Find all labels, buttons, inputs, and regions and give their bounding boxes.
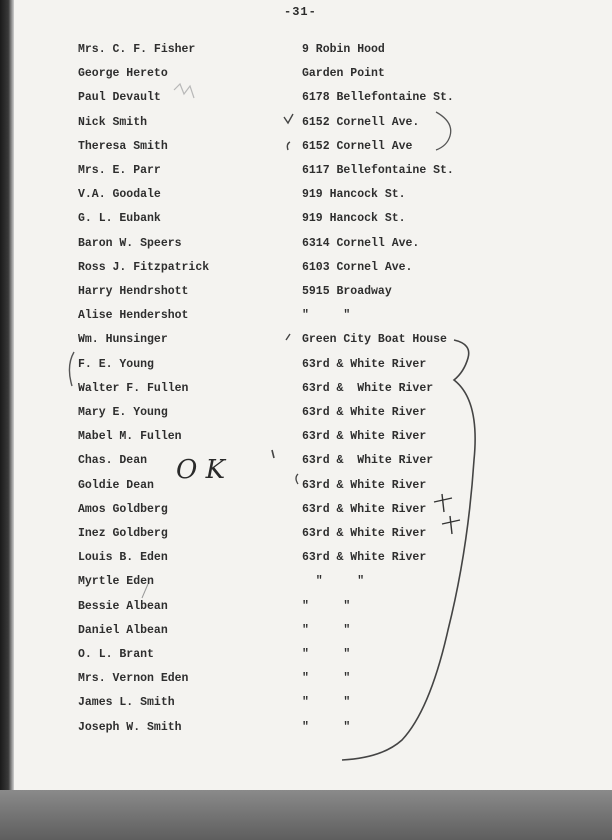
entry-name: Joseph W. Smith [78,720,182,734]
brace-mark [342,340,475,760]
entry-name: Nick Smith [78,115,148,129]
entry-address: 63rd & White River [302,551,427,565]
entry-name: Mrs. C. F. Fisher [78,43,196,56]
entry-address: 5915 Broadway [302,285,392,298]
entry-name: Baron W. Speers [78,236,182,250]
entry-address: 63rd & White River [302,478,427,492]
entry-name: O. L. Brant [78,648,154,661]
entry-name: V.A. Goodale [78,188,161,202]
entry-address: " " [302,648,351,661]
entry-name: Walter F. Fullen [78,381,189,395]
ok-annotation: O K [176,455,226,485]
entry-address: 63rd & White River [302,381,434,395]
entry-address: 63rd & White River [302,502,427,516]
paren-mark [436,112,451,150]
entry-name: Chas. Dean [78,454,148,468]
entry-address: " " [302,623,351,637]
page-number: -31- [284,5,317,19]
check-mark [287,142,290,150]
paren-mark [69,352,74,386]
entry-address: 6178 Bellefontaine St. [302,91,454,105]
entry-address: 6152 Cornell Ave. [302,115,420,129]
check-mark [284,114,293,123]
entry-name: G. L. Eubank [78,212,161,226]
plus-mark [442,516,460,534]
entry-name: George Hereto [78,67,168,81]
entry-address: 63rd & White River [302,430,427,444]
entry-address: Garden Point [302,67,385,81]
entry-name: Myrtle Eden [78,575,154,589]
entry-name: Inez Goldberg [78,527,168,540]
entry-name: Theresa Smith [78,139,168,153]
entry-name: Goldie Dean [78,478,154,492]
entry-name: Daniel Albean [78,623,168,637]
handwritten-marks [14,0,612,790]
pencil-slash [142,584,148,598]
entry-address: 63rd & White River [302,454,434,468]
entry-name: Mabel M. Fullen [78,430,182,444]
entry-address: " " [302,309,351,323]
entry-name: Mrs. Vernon Eden [78,672,189,686]
entry-address: " " [302,599,351,613]
entry-address: 63rd & White River [302,357,427,371]
entry-name: Louis B. Eden [78,551,168,565]
entry-address: 63rd & White River [302,406,427,419]
entry-name: Paul Devault [78,91,161,105]
entry-address: 6103 Cornel Ave. [302,260,413,274]
entry-name: Bessie Albean [78,599,168,613]
scan-left-edge [0,0,14,790]
entry-name: Alise Hendershot [78,309,189,323]
plus-mark [434,494,452,512]
entry-name: Amos Goldberg [78,502,168,516]
entry-name: James L. Smith [78,696,175,710]
entry-address: Green City Boat House [302,333,447,347]
tick-mark [272,450,274,458]
entry-name: Mrs. E. Parr [78,164,161,177]
entry-address: 63rd & White River [302,527,427,540]
entry-name: Mary E. Young [78,406,168,419]
entry-name: F. E. Young [78,357,154,371]
entry-address: " " [302,720,351,734]
tick-mark [296,474,298,484]
pencil-scribble [174,84,194,98]
entry-address: " " [302,672,351,686]
entry-name: Wm. Hunsinger [78,333,168,347]
check-mark [286,334,290,340]
entry-address: " " [302,575,365,589]
entry-address: 919 Hancock St. [302,188,406,202]
entry-address: 6152 Cornell Ave [302,139,413,153]
entry-address: " " [302,696,351,710]
scan-bottom-shadow [0,790,612,840]
entry-address: 6117 Bellefontaine St. [302,164,454,177]
entry-address: 919 Hancock St. [302,212,406,226]
entry-address: 9 Robin Hood [302,43,385,56]
entry-address: 6314 Cornell Ave. [302,236,420,250]
entry-name: Ross J. Fitzpatrick [78,260,210,274]
document-page [14,0,612,790]
entry-name: Harry Hendrshott [78,285,189,298]
